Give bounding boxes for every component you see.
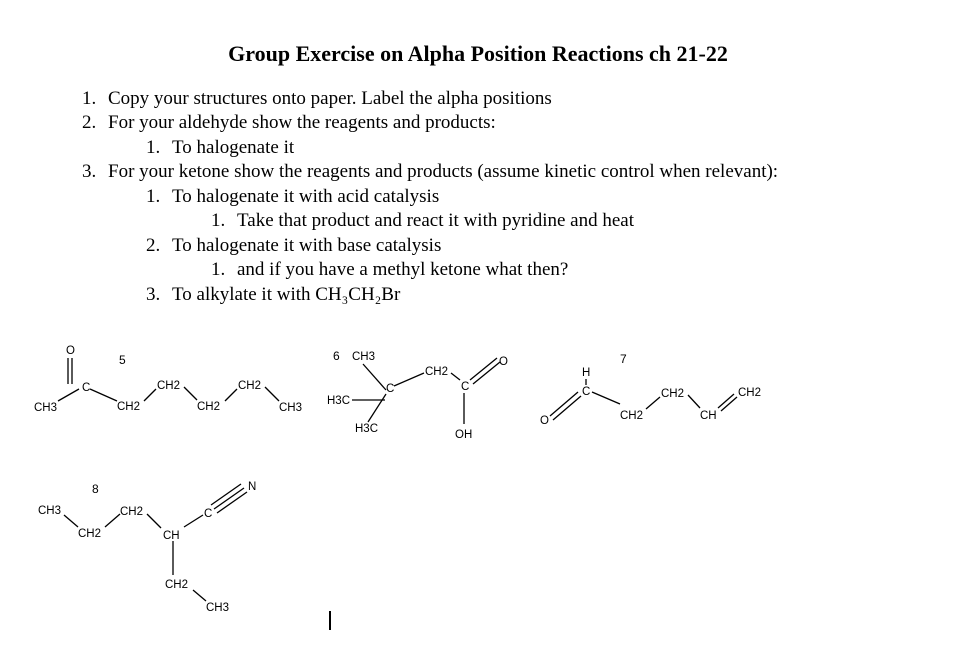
atom-label: C (386, 383, 395, 395)
structure-number: 5 (119, 353, 126, 367)
structure-6 (327, 349, 508, 441)
atom-label: C (82, 382, 91, 394)
item-number: 1. (82, 88, 97, 109)
item-number: 3. (146, 284, 161, 305)
atom-label: CH (700, 410, 717, 422)
atom-label: CH2 (738, 387, 762, 399)
atom-label: H3C (355, 423, 379, 435)
atom-label: CH3 (34, 402, 58, 414)
atom-label: O (66, 345, 75, 357)
atom-label: C (204, 508, 213, 520)
structure-number: 6 (333, 349, 340, 363)
atom-label: C (461, 381, 470, 393)
item-number: 2. (146, 235, 161, 256)
item-text: To halogenate it with acid catalysis (172, 186, 440, 207)
structure-5 (34, 345, 302, 414)
atom-label: O (540, 415, 549, 427)
item-number: 1. (211, 210, 226, 231)
atom-label: CH3 (38, 505, 62, 517)
atom-label: CH2 (238, 380, 262, 392)
item-text: Take that product and react it with pyridine and heat (237, 210, 634, 231)
item-text: For your ketone show the reagents and products (assume kinetic control when relevant): (108, 161, 779, 182)
atom-label: O (499, 356, 508, 368)
structure-number: 8 (92, 482, 99, 496)
atom-label: CH2 (425, 366, 449, 378)
item-text: and if you have a methyl ketone what then? (237, 259, 569, 280)
item-text: To halogenate it (172, 137, 295, 158)
atom-label: CH3 (206, 602, 230, 614)
atom-label: OH (455, 429, 473, 441)
item-text: For your aldehyde show the reagents and products: (108, 112, 496, 133)
atom-label: N (248, 481, 257, 493)
item-number: 1. (146, 186, 161, 207)
item-text: Copy your structures onto paper. Label the alpha positions (108, 88, 552, 109)
structure-8 (38, 481, 256, 614)
atom-label: CH3 (352, 351, 376, 363)
item-number: 2. (82, 112, 97, 133)
structure-number: 7 (620, 352, 627, 366)
item-text: To halogenate it with base catalysis (172, 235, 442, 256)
atom-label: CH2 (661, 388, 685, 400)
item-number: 1. (146, 137, 161, 158)
atom-label: CH2 (197, 401, 221, 413)
atom-label: CH2 (117, 401, 141, 413)
atom-label: CH2 (620, 410, 644, 422)
atom-label: H3C (327, 395, 351, 407)
atom-label: C (582, 386, 591, 398)
atom-label: CH2 (165, 579, 189, 591)
item-text: To alkylate it with CH₃CH₂Br (172, 284, 401, 305)
item-number: 1. (211, 259, 226, 280)
text-cursor (329, 611, 331, 630)
atom-label: CH2 (157, 380, 181, 392)
document-title: Group Exercise on Alpha Position Reactions ch 21-22 (228, 41, 728, 66)
item-number: 3. (82, 161, 97, 182)
atom-label: CH2 (78, 528, 102, 540)
structure-7 (540, 352, 761, 427)
atom-label: CH (163, 530, 180, 542)
atom-label: H (582, 367, 591, 379)
atom-label: CH2 (120, 506, 144, 518)
atom-label: CH3 (279, 402, 303, 414)
